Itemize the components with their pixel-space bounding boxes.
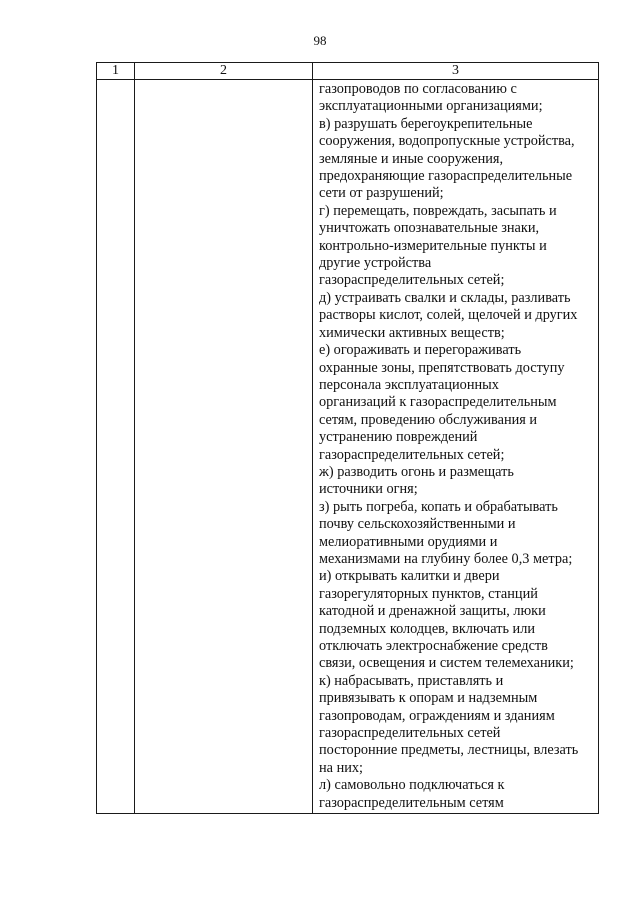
text-line: эксплуатационными организациями;: [319, 98, 543, 115]
text-line: г) перемещать, повреждать, засыпать и: [319, 202, 557, 219]
text-line: в) разрушать берегоукрепительные: [319, 115, 533, 132]
column-header-2: 2: [135, 63, 313, 80]
text-line: земляные и иные сооружения,: [319, 150, 504, 167]
text-line: л) самовольно подключаться к: [319, 777, 505, 794]
text-line: д) устраивать свалки и склады, разливать: [319, 289, 571, 306]
text-line: и) открывать калитки и двери: [319, 568, 500, 585]
text-line: на них;: [319, 759, 363, 776]
column-2-cell: [135, 80, 313, 814]
text-line: газораспределительным сетям: [319, 794, 504, 811]
text-line: газораспределительных сетей;: [319, 272, 505, 289]
text-line: газопроводов по согласованию с: [319, 81, 517, 97]
text-line: газораспределительных сетей: [319, 725, 501, 742]
page-number: 98: [313, 33, 327, 48]
text-line: посторонние предметы, лестницы, влезать: [319, 742, 579, 759]
text-line: мелиоративными орудиями и: [319, 533, 498, 550]
table-header-row: [97, 63, 599, 80]
document-table: [96, 62, 599, 814]
column-1-cell: [97, 80, 135, 814]
text-line: газорегуляторных пунктов, станций: [319, 585, 538, 602]
text-line: к) набрасывать, приставлять и: [319, 672, 504, 689]
text-line: катодной и дренажной защиты, люки: [319, 603, 546, 620]
table-body-row: [97, 80, 599, 814]
text-line: контрольно-измерительные пункты и: [319, 237, 547, 254]
text-line: механизмами на глубину более 0,3 метра;: [319, 550, 573, 567]
text-line: устранению повреждений: [319, 429, 478, 446]
text-line: предохраняющие газораспределительные: [319, 168, 573, 185]
text-line: е) огораживать и перегораживать: [319, 342, 522, 359]
text-line: уничтожать опознавательные знаки,: [319, 220, 540, 237]
text-line: персонала эксплуатационных: [319, 376, 499, 393]
text-line: сети от разрушений;: [319, 185, 444, 202]
column-3-text-cell: [313, 80, 599, 814]
text-line: сетям, проведению обслуживания и: [319, 411, 538, 428]
column-header-3: 3: [313, 63, 599, 80]
text-line: растворы кислот, солей, щелочей и других: [319, 307, 578, 324]
text-line: з) рыть погреба, копать и обрабатывать: [319, 498, 558, 515]
text-line: почву сельскохозяйственными и: [319, 516, 516, 533]
text-line: химически активных веществ;: [319, 324, 505, 341]
text-line: газораспределительных сетей;: [319, 446, 505, 463]
text-line: сооружения, водопропускные устройства,: [319, 133, 575, 150]
text-line: подземных колодцев, включать или: [319, 620, 535, 637]
text-line: связи, освещения и систем телемеханики;: [319, 655, 574, 672]
text-line: охранные зоны, препятствовать доступу: [319, 359, 565, 376]
text-line: ж) разводить огонь и размещать: [319, 463, 514, 480]
text-line: привязывать к опорам и надземным: [319, 690, 538, 707]
text-line: источники огня;: [319, 481, 418, 498]
text-line: отключать электроснабжение средств: [319, 638, 548, 654]
text-line: организаций к газораспределительным: [319, 394, 557, 411]
text-line: другие устройства: [319, 255, 432, 272]
text-line: газопроводам, ограждениям и зданиям: [319, 707, 555, 724]
column-header-1: 1: [97, 63, 135, 80]
